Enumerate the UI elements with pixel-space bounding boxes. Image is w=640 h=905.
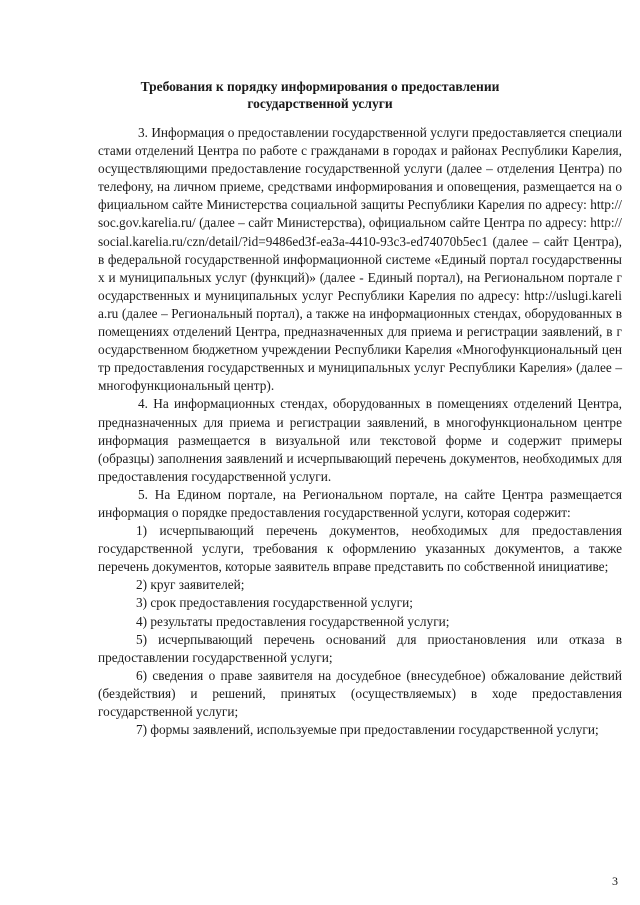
list-item: 2) круг заявителей; bbox=[136, 577, 245, 593]
paragraph-4: 4. На информационных стендах, оборудованных в помещениях отделений Центра, предназначенных для приема и регистрации заявлений, в многофункциональном центре информация размещается в визуальной или текстовой форме и содержит примеры (образцы) заполнения заявлений и исчерпывающий перечень документов, необходимых для предоставления государственной услуги. bbox=[98, 396, 622, 484]
paragraph-3: 3. Информация о предоставлении государственной услуги предоставляется специалистами отделений Центра по работе с гражданами в городах и районах Республики Карелия, осуществляющими предоставление государственной услуги (далее – отделения Центра) по телефону, на личном приеме, средствами информирования и оповещения, размещается на официальном сайте Министерства социальной защиты Республики Карелия по адресу: http://soc.gov.karelia.ru/ (далее – сайт Министерства), официальном сайте Центра по адресу: http://social.karelia.ru/czn/detail/?id=9486ed3f-ea3a-4410-93c3-ed74070b5ec1 (далее – сайт Центра), в федеральной государственной информационной системе «Единый портал государственных и муниципальных услуг (функций)» (далее - Единый портал), на Региональном портале государственных и муниципальных услуг Республики Карелия по адресу: http://uslugi.karelia.ru (далее – Региональный портал), а также на информационных стендах, оборудованных в помещениях отделений Центра, предназначенных для приема и регистрации заявлений, в государственном бюджетном учреждении Республики Карелия «Многофункциональный центр предоставления государственных и муниципальных услуг Республики Карелия» (далее – многофункциональный центр). bbox=[98, 125, 622, 394]
list-item: 1) исчерпывающий перечень документов, необходимых для предоставления государственной услуги, требования к оформлению указанных документов, а также перечень документов, которые заявитель вправе представить по собственной инициативе; bbox=[98, 523, 622, 575]
list-item: 4) результаты предоставления государственной услуги; bbox=[136, 613, 450, 629]
title-line-1: Требования к порядку информирования о предоставлении bbox=[140, 79, 500, 94]
list-item: 5) исчерпывающий перечень оснований для приостановления или отказа в предоставлении государственной услуги; bbox=[98, 631, 622, 665]
list-item: 3) срок предоставления государственной услуги; bbox=[136, 595, 413, 611]
list-item: 6) сведения о праве заявителя на досудебное (внесудебное) обжалование действий (бездействия) и решений, принятых (осуществляемых) в ходе предоставления государственной услуги; bbox=[98, 667, 622, 719]
list-item: 7) формы заявлений, используемые при предоставлении государственной услуги; bbox=[136, 722, 599, 738]
title-line-2: государственной услуги bbox=[247, 96, 393, 111]
paragraph-5: 5. На Едином портале, на Региональном портале, на сайте Центра размещается информация о порядке предоставления государственной услуги, которая содержит: bbox=[98, 486, 622, 520]
document-body bbox=[98, 124, 622, 739]
page-title bbox=[100, 78, 540, 112]
page-number: 3 bbox=[612, 874, 618, 888]
